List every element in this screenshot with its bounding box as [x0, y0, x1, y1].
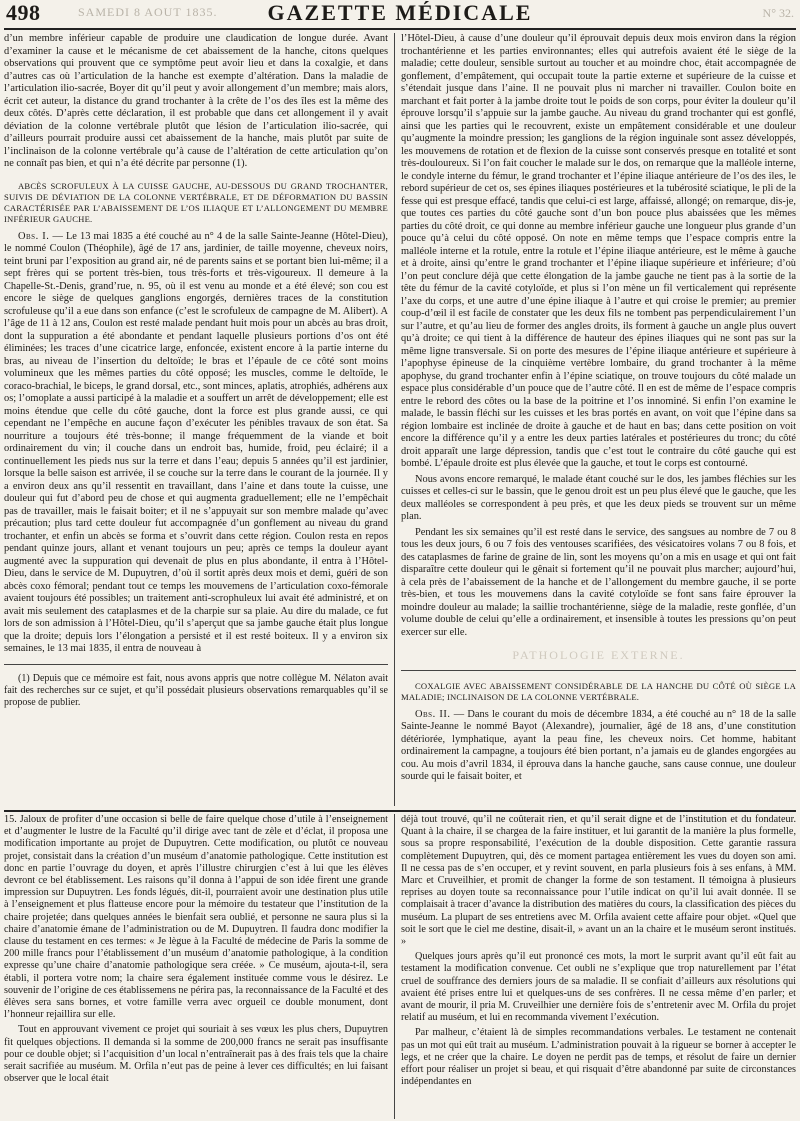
- feuilleton-left-column: [4, 814, 388, 1119]
- observation-2: [401, 709, 796, 784]
- feuilleton: [4, 814, 796, 1119]
- footnote-separator: [4, 664, 388, 665]
- case-2-separator: [401, 670, 796, 671]
- case-1-title: ABCÈS SCROFULEUX À LA CUISSE GAUCHE, AU-DESSOUS DU GRAND TROCHANTER, SUIVIS DE DÉVIATION DE LA COLONNE VERTÉBRALE, ET DE DÉFORMATION DU BASSIN CARACTÉRISÉE PAR L’ABAISSEMENT DE L’OS ILIAQUE ET L’ALLONGEMENT DU MEMBRE INFÉRIEUR GAUCHE.: [4, 180, 388, 224]
- page-header: [6, 0, 794, 28]
- feuilleton-right-paragraph-2: Quelques jours après qu’il eut prononcé ces mots, la mort le surprit avant qu’il eût fait au testament la modification convenue. Cet oubli ne s’explique que trop naturellement par l’état cruel de souffrance des derniers jours de sa maladie. Il se confiait d’ailleurs aux résolutions qui avaient été prises entre lui et quelques-uns de ses confrères. Il ne cessa même d’en parler; et avant de mourir, il pria M. Cruveilhier une dernière fois de s’entretenir avec M. Orfila du projet relatif au muséum, et lui en recommanda vivement l’exécution.: [401, 951, 796, 1024]
- feuilleton-left-paragraph-2: Tout en approuvant vivement ce projet qui souriait à ses vœux les plus chers, Dupuytren fit quelques objections. Il demanda si la somme de 200,000 francs ne serait pas insuffisante pour ce double objet; si l’acquisition d’un local n’entraînerait pas à des frais tels que la chaire serait sacrifiée au muséum. M. Orfila n’eut pas de peine à lever ces difficultés; en lui faisant observer que le local était: [4, 1024, 388, 1085]
- header-rule: [4, 28, 796, 30]
- journal-title: GAZETTE MÉDICALE: [267, 0, 533, 25]
- observation-1-label: Obs. I.: [18, 230, 50, 242]
- observation-1: [4, 231, 388, 656]
- intro-paragraph: d’un membre inférieur capable de produire une claudication de longue durée. Avant d’examiner la cause et le mécanisme de cet abaissement de la hanche, citons quelques observations qui prouvent que ce symptôme peut avoir lieu et dans la coxalgie, et dans d’autres cas où l’articulation de la hanche est exempte d’altération. Dans la maladie de l’articulation ilio-sacrée, Boyer dit qu’il peut y avoir allongement d’un membre; mais alors, écrit cet auteur, la distance du grand trochanter à la crête de l’os des îles est la même des deux côtés. D’après cette déclaration, il est probable que dans cet allongement il y avait déviation de la colonne vertébrale plutôt que lésion de l’articulation ilio-sacrée, qui d’ailleurs pourrait produire aussi cet abaissement de la hanche, mais plutôt par suite de l’inclinaison de la colonne vertébrale qu’à cause de l’altération de cette articulation qu’on ne connaît pas bien, et qui n’a été décrite par personne (1).: [4, 33, 388, 169]
- right-paragraph-3: Pendant les six semaines qu’il est resté dans le service, des sangsues au nombre de 7 ou 8 tous les deux jours, 6 ou 7 fois des ventouses scarifiées, des vésicatoires volans 7 ou 8 fois, et des cataplasmes de farine de graine de lin, sont les moyens qu’on a mis en usage et qui ont fait disparaître cette douleur qui le gênait si fortement qu’il ne pouvait plus marcher; aujourd’hui, à cela près de l’abaissement de la hanche et de l’allongement du membre gauche, il se porte très-bien, et tous les mouvemens dans la cavité cotyloïde se font sans faire éprouver la moindre douleur au malade; la saillie trochantérienne, siège de la maladie, reste gonflée, d’un volume double de celui qu’elle a ordinairement, et insensible à toutes les pressions qu’on peut exercer sur elle.: [401, 526, 796, 638]
- feuilleton-rule: [4, 810, 796, 812]
- page-number: 498: [6, 0, 41, 25]
- issue-number: N° 32.: [762, 6, 794, 20]
- show-through-heading: PATHOLOGIE EXTERNE.: [512, 648, 685, 662]
- observation-1-text: — Le 13 mai 1835 a été couché au n° 4 de la salle Sainte-Jeanne (Hôtel-Dieu), le nommé Coulon (Théophile), âgé de 17 ans, jardinier, de taille moyenne, cheveux noirs, teint bruni par l’exposition au grand air, né de parents sains et se portant bien lui-même; il a sept frères qui se portent très-bien, tous très-forts et très-vigoureux. Il demeure à la Chapelle-St.-Denis, grand’rue, n. 95, où il est venu au monde et a été élevé; son cou est encore le siège de quelques ganglions engorgés, dernières traces de la constitution scrofuleuse qu’il a eue dans son enfance (c’est le scrofuleux de campagne de M. Alibert). A l’âge de 11 à 12 ans, Coulon est resté malade pendant huit mois pour un abcès au bras droit, dont la suppuration a été abondante et pendant laquelle plusieurs portions d’os ont été éliminées; les traces d’une cicatrice large, enfoncée, existent encore à la partie interne du bras, au niveau de l’insertion du deltoïde; le bras et l’épaule de ce côté sont moins volumineux que les mêmes parties du côté opposé; les muscles, comme le deltoïde, le coraco-brachial, le biceps, le grand dorsal, etc., sont minces, aplatis, atrophiés, adhérens aux os; l’omoplate a aussi participé à la maladie et a souffert un arrêt de développement; elle est moins étendue que celle du côté gauche, dont la force est plus grande aussi, ce qui cependant ne l’empêche en aucune façon d’exécuter les pénibles travaux de son état. Sa nourriture a toujours été très-bonne; il mange fréquemment de la viande et boit ordinairement du vin; il couche dans un endroit bas, humide, froid, peu éclairé; il a continuellement les pieds nus sur la terre et dans l’eau; depuis 5 années qu’il est jardinier, lorsque la belle saison est arrivée, il se couche sur la terre dans le courant de la journée. Il y a environ deux ans qu’il ressentit en travaillant, dans l’aine et dans toute la cuisse, une douleur qui fut d’abord peu de chose et qui augmenta graduellement; elle ne l’empêchait pas de travailler, mais le faisait boiter; et il ne s’appuyait sur son membre malade qu’avec précaution; plus tard cette douleur fut accompagnée d’un gonflement au niveau du grand trochanter, et enfin un abcès se forma et s’ouvrit dans cette région. Coulon resta en repos pendant quinze jours, allant et venant toujours un peu; après ce temps la douleur ayant augmenté avec la suppuration qui devenait de plus en plus abondante, il entra à l’Hôtel-Dieu, dans le service de M. Dupuytren, d’où il sortit après deux mois et demi, guéri de son abcès coxo fémoral; pendant tout ce temps les mouvemens de l’articulation coxo-fémorale avaient toujours été possibles; un traitement anti-scrophuleux lui avait été administré, et on avait mis seulement des cataplasmes et de la charpie sur sa plaie. Au dire du malade, ce fut lors de son admission à l’Hôtel-Dieu, qu’il s’aperçut que sa jambe gauche était plus longue que la droite; depuis lors l’élongation a persisté et il est resté boiteux. Il y a environ six semaines, le 13 mai 1835, il entra de nouveau à: [4, 230, 388, 654]
- dateline: SAMEDI 8 AOUT 1835.: [78, 5, 218, 19]
- feuilleton-right-column: [401, 814, 796, 1119]
- left-column: [4, 33, 388, 709]
- observation-2-text: — Dans le courant du mois de décembre 1834, a été couché au n° 18 de la salle Sainte-Jeanne le nommé Bayot (Alexandre), journalier, âgé de 18 ans, d’une constitution détériorée, lymphatique, ayant la peau fine, les cheveux noirs. Cet homme, habitant ordinairement la campagne, a toujours été bien portant, n’a jamais eu de glandes engorgées au cou. Au mois d’avril 1834, il éprouva dans la hanche gauche, sans cause connue, une douleur sourde qui le faisait boiter, et: [401, 708, 796, 782]
- right-column: [401, 33, 796, 787]
- feuilleton-right-paragraph-1: déjà tout trouvé, qu’il ne coûterait rien, et qu’il serait digne et de l’institution et du fondateur. Quant à la chaire, il se chargea de la faire instituer, et lui garantit de la manière la plus formelle, sous sa propre responsabilité, l’exécution de la double disposition. Cette garantie rassura complètement Dupuytren, qui, dès ce moment partagea entièrement les vues du doyen son ami. Il ne cessa pas de s’en occuper, et y revint souvent, en parla plusieurs fois à ses enfans, à MM. Marc et Cruveilhier, et promit de changer la forme de son testament. Il témoigna à plusieurs reprises au doyen toute sa reconnaissance pour l’utile indicat on qu’il lui avait donnée. Il se complaisait à tracer d’avance la distribution des matières du cours, la classification des pièces du muséum. La plupart de ses entretiens avec M. Orfila avaient cette affaire pour objet. «Quel que soit le sort que le ciel me destine, disait-il, » avant un an la chaire et le muséum seront institués. »: [401, 814, 796, 948]
- column-divider: [394, 33, 395, 806]
- feuilleton-right-paragraph-3: Par malheur, c’étaient là de simples recommandations verbales. Le testament ne contenait pas un mot qui eût trait au muséum. L’administration pouvait à la rigueur se borner à accepter le legs, et ne créer que la chaire. Le doyen ne perdit pas de temps, et résolut de faire un dernier effort pour réaliser un projet si beau, et qui risquait d’être abandonné par suite de circonstances indépendantes en: [401, 1027, 796, 1088]
- article-columns: [4, 33, 796, 806]
- case-2-title: COXALGIE AVEC ABAISSEMENT CONSIDÉRABLE DE LA HANCHE DU CÔTÉ OÙ SIÈGE LA MALADIE; INCLINAISON DE LA COLONNE VERTÉBRALE.: [401, 680, 796, 702]
- right-paragraph-1: l’Hôtel-Dieu, à cause d’une douleur qu’il éprouvait depuis deux mois environ dans la région trochantérienne et les parties environnantes; elles qui autrefois avaient été le siège de la maladie; cette douleur, sensible surtout au toucher et au moindre choc, était accompagnée de gonflement, d’empâtement, qui occupait toute la partie externe et supérieure de la cuisse et s’étendait jusque dans l’aine. Il ne pouvait plus ni marcher ni travailler. Coulon boite en marchant et fait porter à la jambe droite tout le poids de son corps, pour éviter la douleur qu’il éprouve lorsqu’il s’appuie sur la jambe gauche. Au niveau du grand trochanter qui est gonflé, ainsi que les parties qui le recouvrent, existe un empâtement considérable et une douleur qu’augmente la moindre pression; les ganglions de la région inguinale sont assez développés, les mouvemens de rotation et de flexion de la cuisse sont conservés presque en totalité et sont très-douloureux. Si l’on fait coucher le malade sur le dos, on remarque que la malléole interne, le condyle interne du fémur, le grand trochanter et l’épine iliaque antérieure de l’os des iles, le rebord supérieur de cet os, ses épines iliaques postérieures et la tubérosité sciatique, le pli de la fesse qui est presque effacé, tandis que celui-ci est large, affaissé, allongé; on remarque, dis-je, que toutes ces parties du côté gauche sont d’un bon pouce plus abaissées que les mêmes parties du côté droit, ce qui donne au membre inférieur gauche une longueur plus grande d’un pouce qu’à celui du côté opposé. On note en même temps que l’espace compris entre la malléole interne et la rotule, entre la rotule et l’épine iliaque antérieure, est le même à gauche et à droite, ainsi qu’entre le grand trochanter et l’épine iliaque supérieure et inférieure; d’où l’on peut conclure déjà que cette élongation de la jambe gauche ne tient pas à la sortie de la tête du fémur de la cavité cotyloïde, et plus si l’on mène un fil verticalement qui représente l’axe du corps, et une autre d’une épine iliaque à l’autre et qui croise le premier; au premier coup-d’œil il est facile de constater que les deux fils ne tombent pas perpendiculairement l’un sur l’autre, et qu’au lieu de former des angles droits, ils forment à gauche un angle plus ouvert qu’à droite; ce qui tient à la différence de hauteur des épines iliaques qui ne sont pas sur la même ligne transversale. Si on porte des mesures de l’épine iliaque antérieure et supérieure à l’apophyse épineuse de la cinquième vertèbre lombaire, du grand trochanter à la même apophyse, du grand trochanter enfin à l’épine sciatique, on trouve toujours du côté malade un espace plus considérable d’un pouce que de l’autre côté. Il en est de même de l’espace compris entre le rebord des côtes ou la base de la poitrine et l’os innominé. Si enfin l’on examine le malade, le bassin fléchi sur les cuisses et les bras portés en avant, on voit que l’épine dans sa région lombaire est inclinée de droite à gauche et de haut en bas; dans cette position on voit encore la différence qu’il y a entre les deux parties latérales et postérieures du tronc; du côté droit apparaît une large dépression, tandis que c’est tout le contraire du côté gauche qui est bombé. L’épaule droite est plus élevée que la gauche, et tout le corps est contourné.: [401, 33, 796, 469]
- observation-2-label: Obs. II.: [415, 708, 451, 720]
- feuilleton-column-divider: [394, 814, 395, 1119]
- right-paragraph-2: Nous avons encore remarqué, le malade étant couché sur le dos, les jambes fléchies sur les cuisses et celles-ci sur le bassin, que le genou droit est un peu plus élevé que le gauche, que les deux malléoles se correspondent à peu près, et que les deux pieds se trouvent sur un même plan.: [401, 473, 796, 522]
- footnote: (1) Depuis que ce mémoire est fait, nous avons appris que notre collègue M. Nélaton avait fait des recherches sur ce sujet, et qu’il possédait plusieurs observations remarquables qu’il se propose de publier.: [4, 672, 388, 708]
- feuilleton-left-paragraph-1: 15. Jaloux de profiter d’une occasion si belle de faire quelque chose d’utile à l’enseignement et d’augmenter le lustre de la Faculté qu’il dirige avec tant de zèle et d’éclat, il proposa une modification importante au projet de Dupuytren. Cette modification, ou plutôt ce nouveau projet, consistait dans la création d’un muséum d’anatomie pathologique. Cette institution est donc en partie l’ouvrage du doyen, et après l’illustre chirurgien c’est à lui que les élèves devront ce bel établissement. Les raisons qu’il donna à l’appui de son idée firent une grande impression sur Dupuytren. Les fonds légués, dit-il, pourraient avoir une destination plus utile à l’enseignement et plus flatteuse encore pour la mémoire du testateur que l’institution de la chaire projetée; dans quelques années le bienfait sera oublié, et personne ne saura plus si la chaire d’anatomie émane de l’administration ou de M. Dupuytren. Il faudra donc modifier la clause du testament en ces termes: « Je lègue à la Faculté de médecine de Paris la somme de 200 mille francs pour l’établissement d’un muséum d’anatomie pathologique, à la condition expresse qu’une chaire d’anatomie pathologique sera créée. » Ce muséum, ajouta-t-il, sera établi, il portera votre nom; la chaire sera également instituée comme vous le désirez. Le souvenir de l’origine de ces établissemens ne périra pas, la reconnaissance de la Faculté et des élèves sera sans bornes, et votre famille verra avec orgueil ce double monument, dont l’honneur rejaillira sur elle.: [4, 814, 388, 1021]
